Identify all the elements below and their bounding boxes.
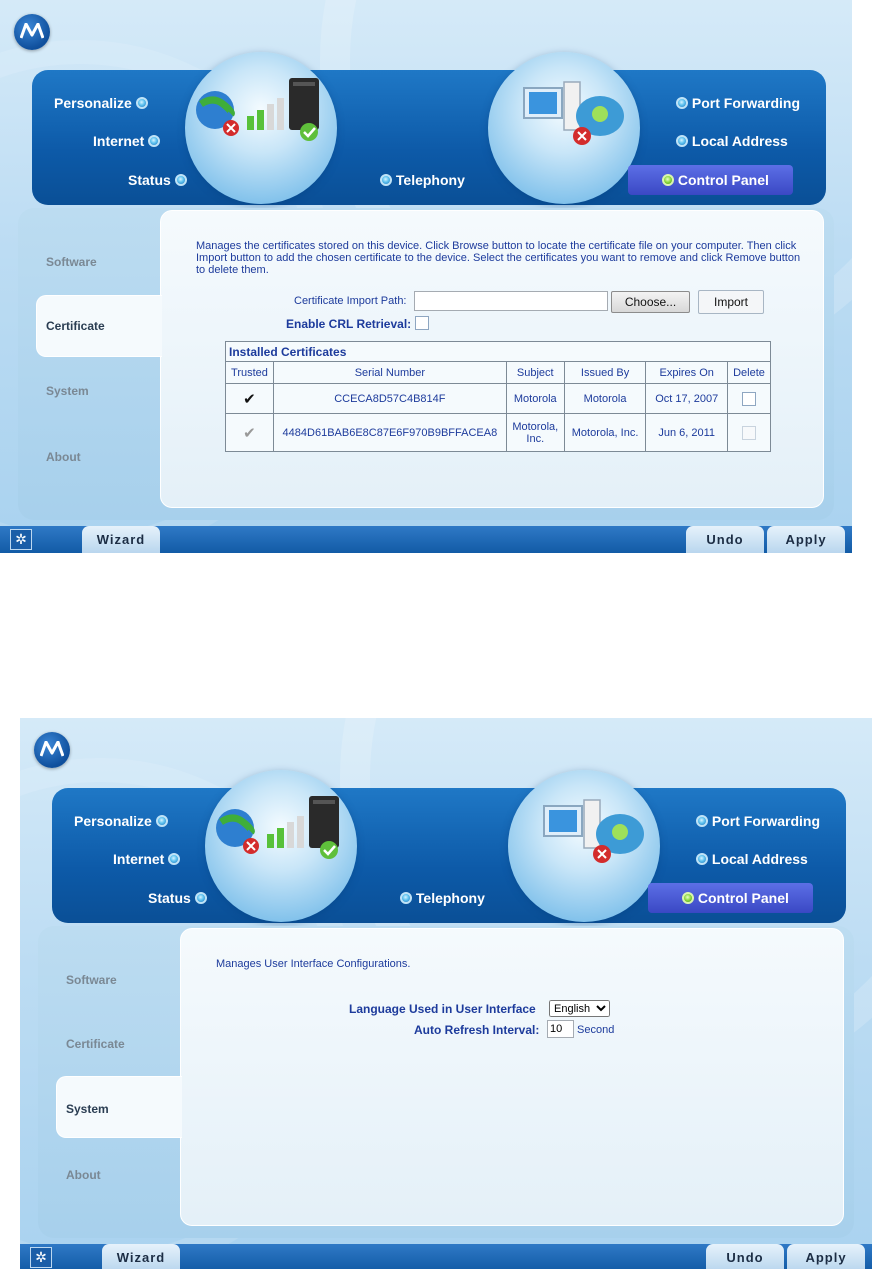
issued-by-cell: Motorola bbox=[564, 384, 646, 414]
apply-button[interactable]: Apply bbox=[767, 526, 845, 553]
refresh-interval-label: Auto Refresh Interval: bbox=[414, 1023, 540, 1037]
nav-telephony[interactable]: Telephony bbox=[400, 890, 485, 906]
nav-internet[interactable]: Internet bbox=[93, 133, 160, 149]
crl-retrieval-checkbox[interactable] bbox=[415, 316, 429, 330]
column-header: Trusted bbox=[226, 362, 274, 384]
nav-local-address[interactable]: Local Address bbox=[696, 851, 808, 867]
nav-port-forwarding[interactable]: Port Forwarding bbox=[696, 813, 820, 829]
page-description: Manages the certificates stored on this device. Click Browse button to locate the certificate file on your computer. Then click Import button to add the chosen certificate to the device. Select the certificates you want to remove and click Remove button to delete them. bbox=[196, 240, 801, 276]
disconnected-x-icon bbox=[223, 120, 239, 136]
signal-bars-icon bbox=[267, 816, 304, 848]
column-header: Subject bbox=[506, 362, 564, 384]
delete-checkbox[interactable] bbox=[742, 392, 756, 406]
connected-check-icon bbox=[320, 841, 338, 859]
subject-cell: Motorola bbox=[506, 384, 564, 414]
tab-system[interactable]: System bbox=[66, 1102, 109, 1116]
subject-cell: Motorola, Inc. bbox=[506, 414, 564, 452]
installed-certificates-table bbox=[225, 341, 771, 452]
nav-control-panel[interactable]: Control Panel bbox=[682, 890, 789, 906]
refresh-interval-input[interactable] bbox=[547, 1020, 574, 1038]
disconnected-x-icon bbox=[573, 127, 591, 145]
indicator-dot-icon bbox=[136, 97, 148, 109]
tab-software[interactable]: Software bbox=[66, 973, 117, 987]
serial-cell: CCECA8D57C4B814F bbox=[273, 384, 506, 414]
import-path-label: Certificate Import Path: bbox=[294, 295, 407, 307]
nav-port-forwarding[interactable]: Port Forwarding bbox=[676, 95, 800, 111]
language-label: Language Used in User Interface bbox=[349, 1002, 536, 1016]
tab-software[interactable]: Software bbox=[46, 255, 97, 269]
nav-internet[interactable]: Internet bbox=[113, 851, 180, 867]
sitemap-icon[interactable]: ✲ bbox=[10, 529, 32, 550]
left-sphere bbox=[185, 52, 337, 204]
wizard-button[interactable]: Wizard bbox=[82, 526, 160, 553]
page-description: Manages User Interface Configurations. bbox=[216, 958, 411, 970]
expires-cell: Oct 17, 2007 bbox=[646, 384, 728, 414]
computer-icon bbox=[524, 82, 580, 130]
column-header: Serial Number bbox=[273, 362, 506, 384]
nav-personalize[interactable]: Personalize bbox=[74, 813, 168, 829]
sitemap-icon[interactable]: ✲ bbox=[30, 1247, 52, 1268]
check-mark-icon: ✔ bbox=[243, 424, 256, 442]
signal-bars-icon bbox=[247, 98, 284, 130]
crl-retrieval-label: Enable CRL Retrieval: bbox=[286, 317, 412, 331]
screenshot-certificate bbox=[0, 0, 852, 553]
disconnected-x-icon bbox=[243, 838, 259, 854]
screenshot-system bbox=[20, 718, 872, 1269]
delete-cell bbox=[728, 414, 771, 452]
language-select[interactable] bbox=[549, 1000, 610, 1017]
tab-certificate[interactable]: Certificate bbox=[66, 1037, 125, 1051]
delete-checkbox bbox=[742, 426, 756, 440]
indicator-dot-icon bbox=[148, 135, 160, 147]
disconnected-x-icon bbox=[593, 845, 611, 863]
column-header: Delete bbox=[728, 362, 771, 384]
check-mark-icon[interactable]: ✔ bbox=[243, 390, 256, 408]
right-sphere bbox=[488, 52, 640, 204]
serial-cell: 4484D61BAB6E8C87E6F970B9BFFACEA8 bbox=[273, 414, 506, 452]
indicator-dot-icon bbox=[682, 892, 694, 904]
nav-control-panel[interactable]: Control Panel bbox=[662, 172, 769, 188]
indicator-dot-icon bbox=[696, 853, 708, 865]
refresh-unit-label: Second bbox=[577, 1024, 615, 1036]
tab-about[interactable]: About bbox=[66, 1168, 101, 1182]
tab-certificate[interactable]: Certificate bbox=[46, 319, 105, 333]
left-sphere bbox=[205, 770, 357, 922]
tab-about[interactable]: About bbox=[46, 450, 81, 464]
indicator-dot-icon bbox=[400, 892, 412, 904]
indicator-dot-icon bbox=[168, 853, 180, 865]
issued-by-cell: Motorola, Inc. bbox=[564, 414, 646, 452]
nav-status[interactable]: Status bbox=[128, 172, 187, 188]
right-sphere bbox=[508, 770, 660, 922]
table-caption: Installed Certificates bbox=[226, 342, 771, 362]
apply-button[interactable]: Apply bbox=[787, 1244, 865, 1269]
indicator-dot-icon bbox=[676, 135, 688, 147]
delete-cell bbox=[728, 384, 771, 414]
motorola-logo-icon bbox=[14, 14, 50, 50]
column-header: Expires On bbox=[646, 362, 728, 384]
import-button[interactable]: Import bbox=[698, 290, 764, 314]
indicator-dot-icon bbox=[195, 892, 207, 904]
indicator-dot-icon bbox=[175, 174, 187, 186]
trusted-cell bbox=[226, 384, 274, 414]
choose-button[interactable]: Choose... bbox=[611, 291, 690, 313]
table-row bbox=[226, 414, 771, 452]
connected-check-icon bbox=[300, 123, 318, 141]
expires-cell: Jun 6, 2011 bbox=[646, 414, 728, 452]
indicator-dot-icon bbox=[380, 174, 392, 186]
undo-button[interactable]: Undo bbox=[686, 526, 764, 553]
indicator-dot-icon bbox=[156, 815, 168, 827]
computer-icon bbox=[544, 800, 600, 848]
table-row bbox=[226, 384, 771, 414]
trusted-cell bbox=[226, 414, 274, 452]
nav-telephony[interactable]: Telephony bbox=[380, 172, 465, 188]
nav-personalize[interactable]: Personalize bbox=[54, 95, 148, 111]
wizard-button[interactable]: Wizard bbox=[102, 1244, 180, 1269]
footer-bar bbox=[0, 526, 852, 553]
main-panel bbox=[180, 928, 844, 1226]
import-path-input[interactable] bbox=[414, 291, 608, 311]
motorola-logo-icon bbox=[34, 732, 70, 768]
modem-icon bbox=[309, 796, 339, 848]
column-header: Issued By bbox=[564, 362, 646, 384]
nav-status[interactable]: Status bbox=[148, 890, 207, 906]
tab-system[interactable]: System bbox=[46, 384, 89, 398]
indicator-dot-icon bbox=[696, 815, 708, 827]
footer-bar bbox=[20, 1244, 872, 1269]
indicator-dot-icon bbox=[662, 174, 674, 186]
nav-local-address[interactable]: Local Address bbox=[676, 133, 788, 149]
undo-button[interactable]: Undo bbox=[706, 1244, 784, 1269]
indicator-dot-icon bbox=[676, 97, 688, 109]
modem-icon bbox=[289, 78, 319, 130]
